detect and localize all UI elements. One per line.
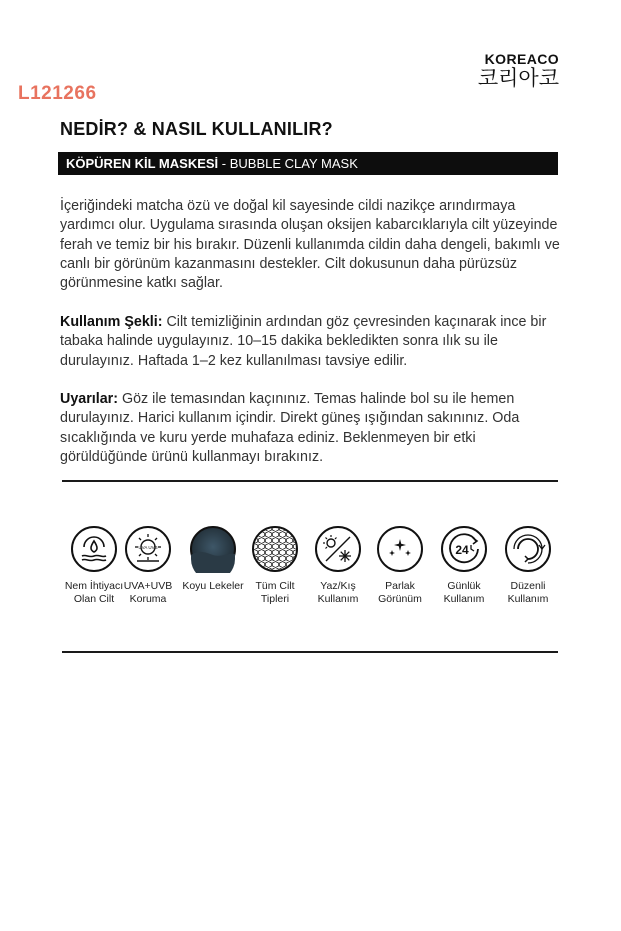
feature-item [243,520,307,605]
feature-label: Koyu Lekeler [182,580,244,592]
feature-item [432,520,496,605]
daily-use-icon [440,525,488,573]
feature-item [306,520,370,605]
brand-name-ko: 코리아코 [477,67,559,90]
sparkle-icon [376,525,424,573]
warnings-text: Göz ile temasından kaçınınız. Temas halinde bol su ile hemen durulayınız. Harici kullanım içindir. Direkt güneş ışığından sakınınız. Oda sıcaklığında ve kuru yerde muhafaza ediniz. Beklenmeyen bir etki görüldüğünde ürünü kullanmayı bırakınız. [60,391,520,465]
usage-paragraph [60,313,560,371]
summer-winter-icon [314,525,362,573]
feature-label: Düzenli Kullanım [507,580,549,605]
feature-item [116,520,180,605]
product-name-tr: KÖPÜREN KİL MASKESİ [66,156,219,171]
usage-label: Kullanım Şekli: [60,314,163,330]
feature-label: Günlük Kullanım [443,580,485,605]
usage-text: Cilt temizliğinin ardından göz çevresinden kaçınarak ince bir tabaka halinde uygulayınız. 10–15 dakika bekledikten sonra ılık su ile durulayınız. Haftada 1–2 kez kullanılması tavsiye edilir. [60,314,547,369]
feature-label: Yaz/Kış Kullanım [317,580,359,605]
feature-item [496,520,560,605]
feature-label: Parlak Görünüm [378,580,422,605]
all-skin-types-icon [251,525,299,573]
divider-top [62,480,558,482]
divider-bottom [62,651,558,653]
feature-label: UVA+UVB Koruma [123,580,173,605]
feature-icons-row [62,520,558,620]
feature-item [181,520,245,593]
dark-spots-icon [189,525,237,573]
product-name-separator: - [218,156,230,171]
description-paragraph: İçeriğindeki matcha özü ve doğal kil sayesinde cildi nazikçe arındırmaya yardımcı olur. Uygulama sırasında oluşan oksijen kabarcıklarıyla cilt yüzeyinde ferah ve temiz bir his bırakır. Düzenli kullanımda cildin daha dengeli, bakımlı ve canlı bir görünüm kazanmasını destekler. Cilt dokusunun daha pürüzsüz görünmesine katkı sağlar. [60,198,560,292]
brand-logo [478,51,559,90]
moisture-need-icon [70,525,118,573]
product-code: L121266 [18,83,97,104]
regular-use-icon [504,525,552,573]
uv-protection-icon [124,525,172,573]
daily-badge-text: 24 [455,543,469,557]
section-heading: NEDİR? & NASIL KULLANILIR? [60,119,333,139]
uv-badge-text: UVA UVB [138,545,158,550]
feature-label: Nem İhtiyacı Olan Cilt [64,580,124,605]
warnings-label: Uyarılar: [60,391,119,407]
warnings-paragraph [60,390,560,467]
product-title-bar [58,152,558,175]
feature-item [368,520,432,605]
product-name-en: BUBBLE CLAY MASK [229,156,358,171]
brand-name-en: KOREACO [484,51,559,67]
feature-label: Tüm Cilt Tipleri [255,580,295,605]
